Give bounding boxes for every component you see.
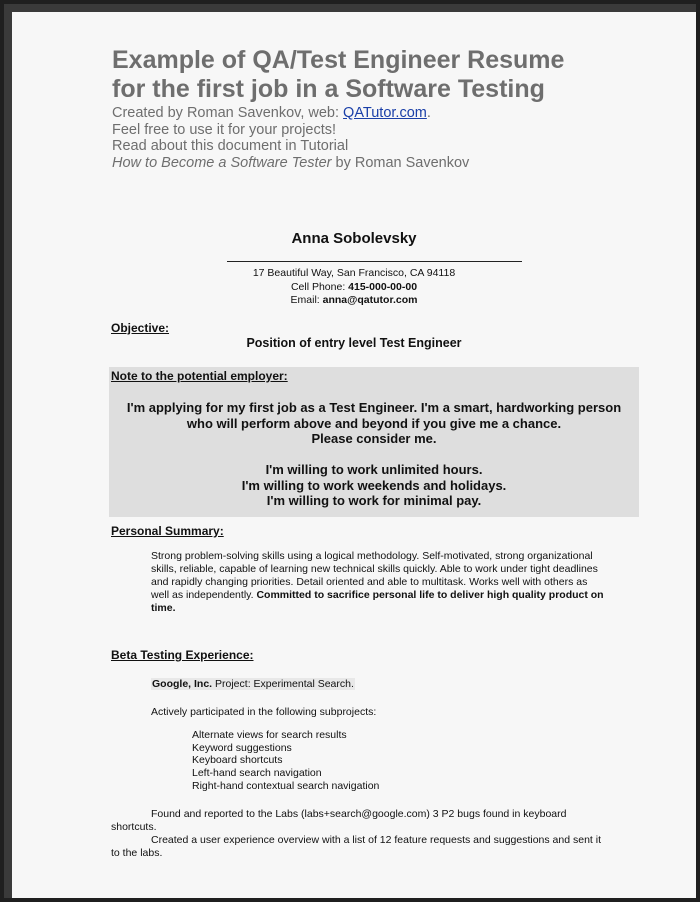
note-box <box>109 367 639 517</box>
contact-block <box>12 267 696 308</box>
summary-line: Strong problem-solving skills using a logical methodology. Self-motivated, strong organizational <box>151 550 593 562</box>
bugs-line-1: Found and reported to the Labs (labs+search@google.com) 3 P2 bugs found in keyboard <box>151 808 567 820</box>
list-item: Keyword suggestions <box>192 741 292 754</box>
note-heading: Note to the potential employer: <box>111 369 288 383</box>
note-line: Please consider me. <box>311 431 437 446</box>
created-by-line <box>112 105 672 122</box>
email-line <box>12 294 696 308</box>
resume-page <box>12 12 696 898</box>
list-item: Alternate views for search results <box>192 729 347 741</box>
email-address: anna@qatutor.com <box>322 294 418 306</box>
list-item: Keyboard shortcuts <box>192 754 283 767</box>
phone-label: Cell Phone: <box>290 280 349 293</box>
company-line <box>151 678 355 690</box>
created-by-period: . <box>426 105 431 121</box>
phone-number: 415-000-00-00 <box>348 280 418 293</box>
summary-line: and rapidly changing priorities. Detail oriented and able to multitask. Works well with others as <box>151 576 588 588</box>
phone-line <box>12 281 696 295</box>
summary-heading: Personal Summary: <box>111 524 224 538</box>
name-divider <box>227 261 522 262</box>
note-paragraph-1 <box>109 400 639 447</box>
document-title <box>112 46 672 104</box>
summary-line: skills, reliable, capable of learning new technical skills quickly. Able to work under tight deadlines <box>151 563 598 575</box>
summary-line <box>151 602 641 615</box>
note-line: who will perform above and beyond if you give me a chance. <box>186 415 562 431</box>
overview-line-1: Created a user experience overview with a list of 12 feature requests and suggestions and sent it <box>151 834 602 846</box>
note-line: I'm applying for my first job as a Test Engineer. I'm a smart, hardworking person <box>126 400 622 415</box>
book-author: by Roman Savenkov <box>331 154 470 171</box>
free-use-line: Feel free to use it for your projects! <box>112 121 337 138</box>
summary-commitment-end: time. <box>151 602 176 614</box>
summary-plain: well as independently. <box>151 589 257 601</box>
document-intro <box>112 105 672 171</box>
objective-heading: Objective: <box>111 321 170 335</box>
book-title: How to Become a Software Tester <box>112 154 332 171</box>
note-line: I'm willing to work unlimited hours. <box>265 462 483 477</box>
read-tutorial-line: Read about this document in Tutorial <box>112 138 349 154</box>
company-name: Google, Inc. <box>152 678 213 690</box>
note-line: I'm willing to work for minimal pay. <box>266 493 482 508</box>
note-line: I'm willing to work weekends and holidays. <box>241 477 507 493</box>
qatutor-link[interactable]: QATutor.com <box>343 105 427 121</box>
list-item: Left-hand search navigation <box>192 767 322 780</box>
summary-commitment: Committed to sacrifice personal life to deliver high quality product on <box>256 589 604 601</box>
summary-text <box>151 550 641 615</box>
address: 17 Beautiful Way, San Francisco, CA 94118 <box>252 267 456 279</box>
summary-line <box>151 589 641 602</box>
created-by-text: Created by Roman Savenkov, web: <box>112 105 344 121</box>
subprojects-intro: Actively participated in the following subprojects: <box>151 706 377 718</box>
beta-heading: Beta Testing Experience: <box>111 648 254 662</box>
list-item: Right-hand contextual search navigation <box>192 779 380 792</box>
bugs-line-2: shortcuts. <box>111 821 157 833</box>
overview-line-2: to the labs. <box>111 847 163 859</box>
subprojects-list <box>192 729 379 793</box>
objective-value: Position of entry level Test Engineer <box>246 336 462 350</box>
note-paragraph-2 <box>109 462 639 509</box>
email-label: Email: <box>290 294 323 306</box>
project-name: Project: Experimental Search. <box>212 678 354 690</box>
title-line-1: Example of QA/Test Engineer Resume <box>112 46 565 74</box>
book-line <box>112 155 672 172</box>
title-line-2: for the first job in a Software Testing <box>112 75 545 103</box>
candidate-name: Anna Sobolevsky <box>291 230 417 247</box>
